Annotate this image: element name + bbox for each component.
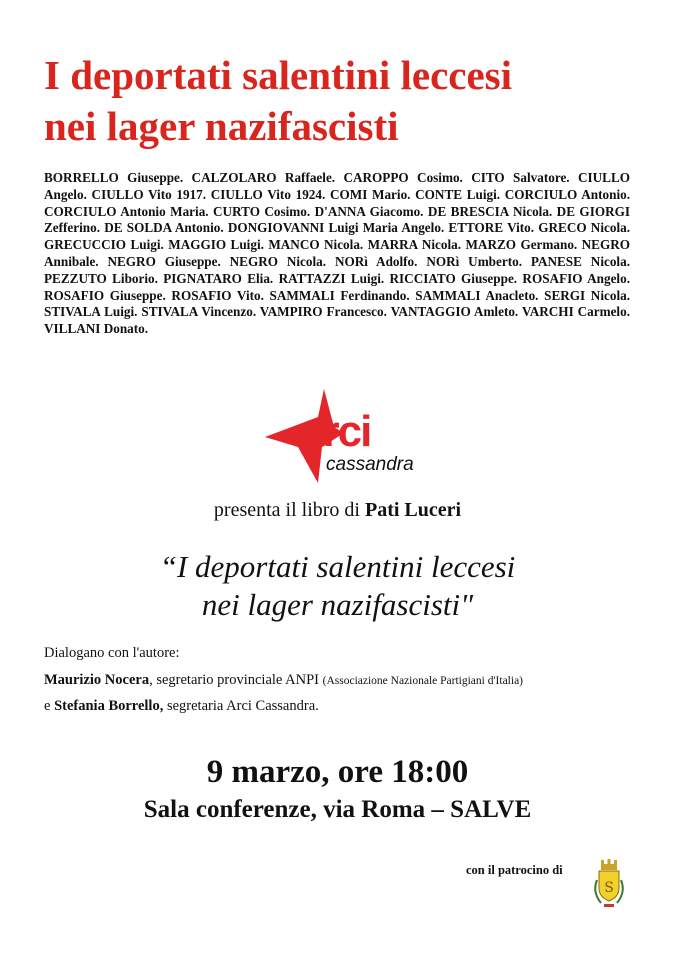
author-name: Pati Luceri [364, 499, 462, 521]
patrocinio-label: con il patrocino di [466, 863, 563, 877]
speaker-2-role: segretaria Arci Cassandra. [163, 698, 319, 714]
svg-text:S: S [604, 880, 614, 896]
title-line-1: I deportati salentini leccesi [44, 52, 513, 98]
speaker-1 [44, 672, 654, 689]
title-line-2: nei lager nazifascisti [44, 103, 399, 149]
speaker-1-name: Maurizio Nocera [44, 672, 150, 688]
event-date: 9 marzo, ore 18:00 [206, 754, 469, 790]
red-star-logo-icon [260, 387, 420, 485]
dialog-intro: Dialogano con l'autore: [44, 645, 180, 661]
logo-sub-text: cassandra [326, 454, 414, 475]
speaker-1-note: (Associazione Nazionale Partigiani d'Italia) [322, 675, 524, 687]
book-title-line-2: nei lager nazifascisti" [201, 587, 474, 622]
presents-prefix: presenta il libro di [213, 499, 365, 521]
arci-cassandra-logo [260, 387, 420, 485]
logo-brand-text: arci [300, 407, 371, 456]
speaker-1-role: , segretario provinciale ANPI [149, 672, 323, 688]
event-place: Sala conferenze, via Roma – SALVE [143, 796, 532, 823]
deportees-list: BORRELLO Giuseppe. CALZOLARO Raffaele. CAROPPO Cosimo. CITO Salvatore. CIULLO Angelo. CIULLO Vito 1917. CIULLO Vito 1924. COMI Mario. CONTE Luigi. CORCIULO Antonio. CORCIULO Antonio Maria. CURTO Cosimo. D'ANNA Giacomo. DE BRESCIA Nicola. DE GIORGI Zefferino. DE SOLDA Antonio. DONGIOVANNI Luigi Maria Angelo. ETTORE Vito. GRECO Nicola. GRECUCCIO Luigi. MAGGIO Luigi. MANCO Nicola. MARRA Nicola. MARZO Germano. NEGRO Annibale. NEGRO Giuseppe. NEGRO Nicola. NORì Adolfo. NORì Umberto. PANESE Nicola. PEZZUTO Liborio. PIGNATARO Elia. RATTAZZI Luigi. RICCIATO Giuseppe. ROSAFIO Angelo. ROSAFIO Giuseppe. ROSAFIO Vito. SAMMALI Ferdinando. SAMMALI Anacleto. SERGI Nicola. STIVALA Luigi. STIVALA Vincenzo. VAMPIRO Francesco. VANTAGGIO Amleto. VARCHI Carmelo. VILLANI Donato. [44, 170, 630, 337]
presents-line [0, 499, 675, 522]
speaker-2-name: Stefania Borrello, [54, 698, 164, 714]
speaker-2-prefix: e [44, 698, 55, 714]
book-title-line-1: “I deportati salentini leccesi [159, 549, 516, 584]
poster-title [44, 50, 644, 152]
municipal-crest-icon [588, 858, 630, 912]
speaker-2 [44, 698, 654, 715]
book-title [0, 548, 675, 624]
